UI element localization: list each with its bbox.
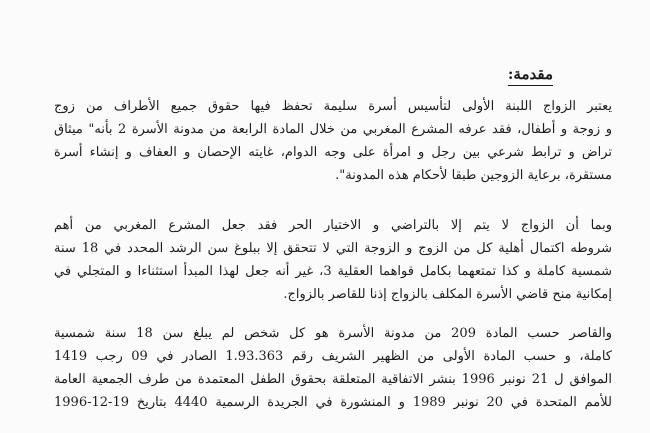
section-heading: مقدمة: bbox=[508, 64, 553, 86]
paragraph-minor-definition bbox=[54, 322, 612, 414]
paragraph-line: تراض و ترابط شرعي بين رجل و امرأة على وجه الدوام، غايته الإحصان و العفاف و إنشاء أسرة bbox=[54, 145, 612, 160]
paragraph-line: للأمم المتحدة في 20 نونبر 1989 و المنشورة في الجريدة الرسمية 4440 بتاريخ 19-12-1996 bbox=[54, 395, 612, 410]
paragraph-line: والقاصر حسب المادة 209 من مدونة الأسرة هو كل شخص لم يبلغ سن 18 سنة شمسية bbox=[54, 326, 612, 341]
paragraph-line: شروطه اكتمال أهلية كل من الزوج و الزوجة التي لا تتحقق إلا ببلوغ سن الرشد المحدد في 18 سنة bbox=[54, 241, 612, 256]
paragraph-line: الموافق ل 21 نونبر 1996 بنشر الاتفاقية المتعلقة بحقوق الطفل المعتمدة من طرف الجمعية العامة bbox=[54, 372, 612, 387]
paragraph-line: مستقرة، برعاية الزوجين طبقا لأحكام هذه المدونة". bbox=[335, 168, 612, 183]
paragraph-line: كاملة، و حسب المادة الأولى من الظهير الشريف رقم 1.93.363 الصادر في 09 رجب 1419 bbox=[54, 349, 612, 364]
paragraph-intro bbox=[54, 95, 612, 187]
paragraph-line: إمكانية منح قاضي الأسرة المكلف بالزواج إذنا للقاصر بالزواج. bbox=[283, 287, 612, 302]
paragraph-line: شمسية كاملة و كذا تمتعهما بكامل قواهما العقلية 3، غير أنه جعل لهذا المبدأ استثناءا و المتجلي في bbox=[54, 264, 612, 279]
paragraph-line: يعتبر الزواج اللبنة الأولى لتأسيس أسرة سليمة تحفظ فيها حقوق جميع الأطراف من زوج bbox=[54, 99, 612, 114]
paragraph-line: و زوجة و أطفال، فقد عرفه المشرع المغربي من خلال المادة الرابعة من مدونة الأسرة 2 بأنه" ميثاق bbox=[54, 122, 612, 137]
paragraph-consent bbox=[54, 214, 612, 306]
paragraph-line: وبما أن الزواج لا يتم إلا بالتراضي و الاختيار الحر فقد جعل المشرع المغربي من أهم bbox=[54, 218, 612, 233]
